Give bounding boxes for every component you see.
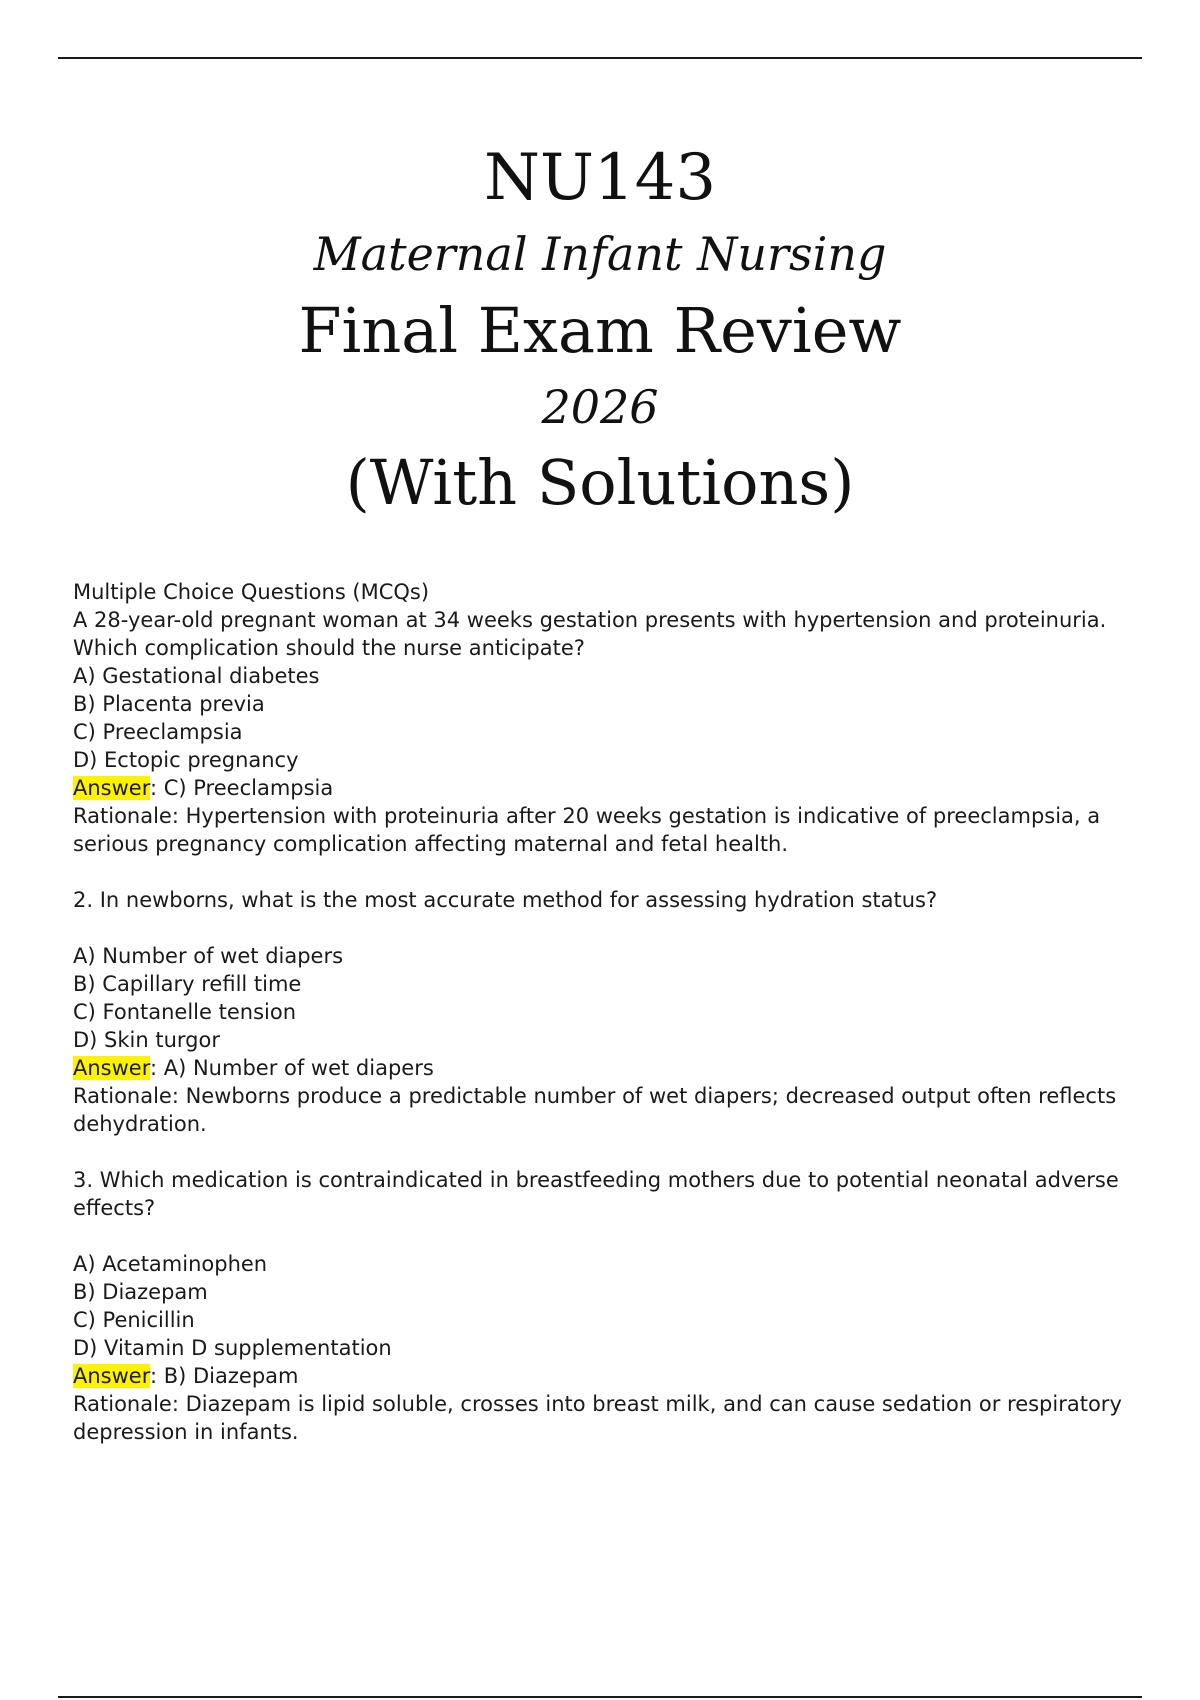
document-title: Final Exam Review (298, 294, 902, 367)
question-stem: Which complication should the nurse anticipate? (73, 636, 585, 660)
question-stem: 2. In newborns, what is the most accurate method for assessing hydration status? (73, 888, 938, 912)
option: C) Penicillin (73, 1308, 195, 1332)
title-block (0, 135, 1200, 527)
question-stem: effects? (73, 1196, 156, 1220)
course-subtitle: Maternal Infant Nursing (313, 227, 887, 281)
document-year: 2026 (541, 380, 659, 434)
answer-line (73, 1054, 1153, 1082)
rationale: Rationale: Hypertension with proteinuria after 20 weeks gestation is indicative of preeclampsia, a (73, 804, 1101, 828)
question-3 (73, 1166, 1153, 1446)
spacer (73, 1138, 1153, 1166)
rationale: serious pregnancy complication affecting maternal and fetal health. (73, 832, 789, 856)
option: B) Capillary refill time (73, 972, 302, 996)
answer-text: : B) Diazepam (149, 1364, 299, 1388)
question-stem: 3. Which medication is contraindicated in breastfeeding mothers due to potential neonatal adverse (73, 1168, 1119, 1192)
option: C) Fontanelle tension (73, 1000, 297, 1024)
answer-highlight: Answer (73, 1364, 150, 1388)
question-1 (73, 606, 1153, 858)
option: A) Acetaminophen (73, 1252, 268, 1276)
option: A) Number of wet diapers (73, 944, 344, 968)
solutions-note: (With Solutions) (345, 446, 855, 519)
spacer (73, 858, 1153, 886)
section-title: Multiple Choice Questions (MCQs) (73, 580, 430, 604)
rationale: dehydration. (73, 1112, 207, 1136)
option: C) Preeclampsia (73, 720, 243, 744)
rationale: depression in infants. (73, 1420, 299, 1444)
option: D) Ectopic pregnancy (73, 748, 299, 772)
question-stem: A 28-year-old pregnant woman at 34 weeks gestation presents with hypertension and proteinuria. (73, 608, 1107, 632)
rationale: Rationale: Newborns produce a predictable number of wet diapers; decreased output often reflects (73, 1084, 1117, 1108)
top-rule (58, 57, 1142, 59)
option: D) Vitamin D supplementation (73, 1336, 392, 1360)
spacer (73, 1222, 1153, 1250)
option: B) Diazepam (73, 1280, 208, 1304)
answer-highlight: Answer (73, 776, 150, 800)
spacer (73, 914, 1153, 942)
option: D) Skin turgor (73, 1028, 220, 1052)
bottom-rule (58, 1696, 1142, 1698)
answer-highlight: Answer (73, 1056, 150, 1080)
answer-text: : A) Number of wet diapers (149, 1056, 434, 1080)
answer-line (73, 774, 1153, 802)
option: B) Placenta previa (73, 692, 265, 716)
course-code: NU143 (483, 141, 717, 215)
document-body (73, 578, 1153, 1446)
answer-text: : C) Preeclampsia (149, 776, 334, 800)
rationale: Rationale: Diazepam is lipid soluble, crosses into breast milk, and can cause sedation or respiratory (73, 1392, 1122, 1416)
answer-line (73, 1362, 1153, 1390)
option: A) Gestational diabetes (73, 664, 320, 688)
question-2 (73, 886, 1153, 1138)
